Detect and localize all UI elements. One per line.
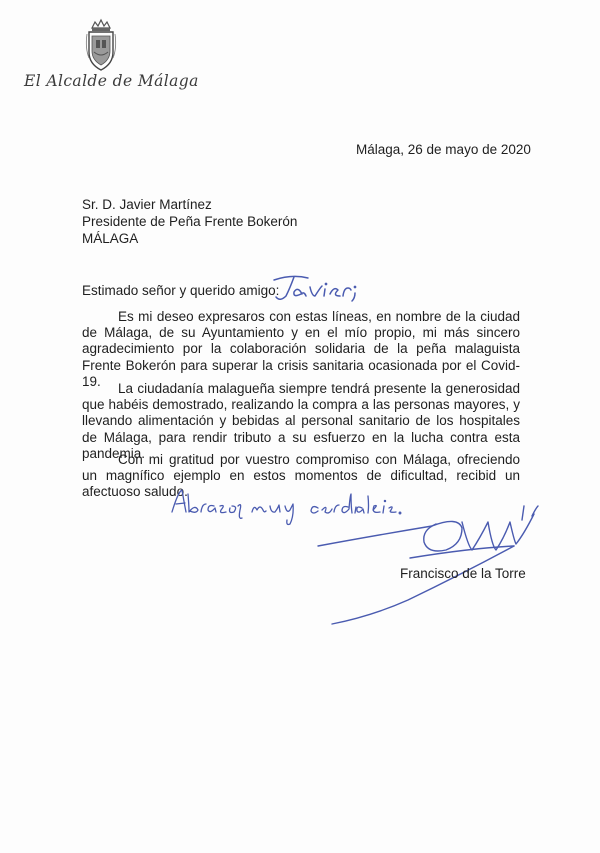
letter-date: Málaga, 26 de mayo de 2020 [356,142,531,157]
signer-name: Francisco de la Torre [400,566,526,581]
letterhead-title: El Alcalde de Málaga [24,72,199,90]
handwritten-name [268,270,358,306]
paragraph-1: Es mi deseo expresaros con estas líneas, en nombre de la ciudad de Málaga, de su Ayuntamiento y en el mío propio, mi más sincero agradecimiento por la colaboración solidaria de la peña malaguista Frente Bokerón para superar la crisis sanitaria ocasionada por el Covid- 19. [82,309,520,389]
greeting: Estimado señor y querido amigo: [82,283,280,298]
paragraph-2: La ciudadanía malagueña siempre tendrá presente la generosidad que habéis demostrado, realizando la compra a las personas mayores, y llevando alimentación y bebidas al personal sanitario de los hospitales de Málaga, para rendir tributo a su esfuerzo en la lucha contra esta pandemia. [82,381,520,461]
city-coat-of-arms-icon [84,18,118,72]
recipient-name: Sr. D. Javier Martínez [82,197,212,212]
handwritten-name-text [0,0,1,1]
paragraph-3: Con mi gratitud por vuestro compromiso con Málaga, ofreciendo un magnífico ejemplo en estos momentos de dificultad, recibid un afectuoso saludo. [82,452,520,500]
recipient-title: Presidente de Peña Frente Bokerón [82,214,298,229]
recipient-city: MÁLAGA [82,231,139,246]
handwritten-closing-text [0,0,1,1]
signature [312,500,544,628]
